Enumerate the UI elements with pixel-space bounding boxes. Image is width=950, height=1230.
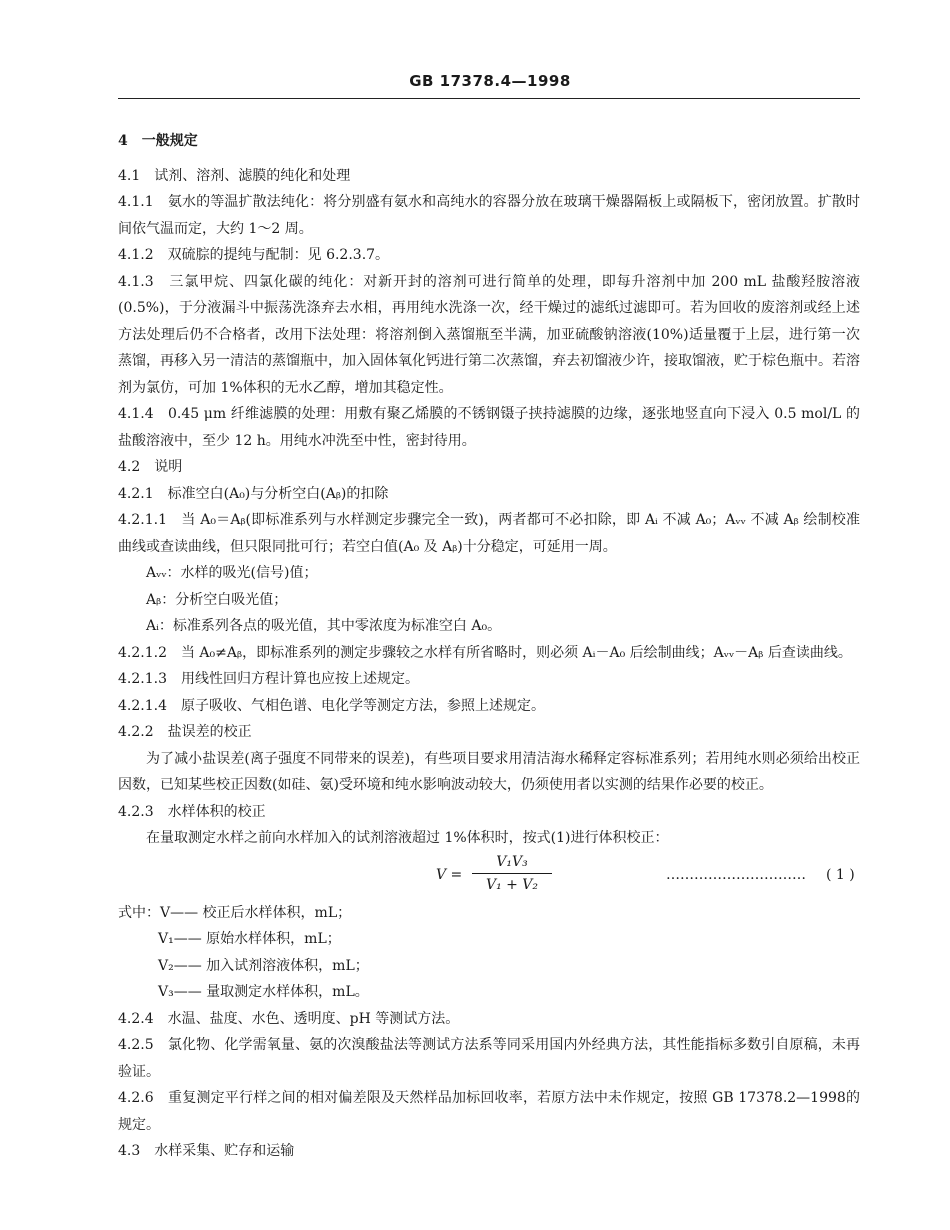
subsection-heading: 4.1 试剂、溶剂、滤膜的纯化和处理 [118, 167, 351, 184]
paragraph: 4.1.2 双硫腙的提纯与配制：见 6.2.3.7。 [118, 247, 390, 263]
paragraph: 4.2.4 水温、盐度、水色、透明度、pH 等测试方法。 [118, 1010, 460, 1027]
formula-number: ( 1 ) [826, 866, 855, 883]
page-header: GB 17378.4—1998 [409, 72, 571, 90]
paragraph: 4.1.1 氨水的等温扩散法纯化：将分别盛有氨水和高纯水的容器分放在玻璃干燥器隔板上或隔板下，密闭放置。扩散时间依气温而定，大约 1～2 周。 [118, 194, 860, 237]
section-heading: 4 一般规定 [118, 133, 198, 149]
variable-definition: V₁—— 原始水样体积，mL； [158, 931, 341, 947]
variable-definition: V₂—— 加入试剂溶液体积，mL； [158, 957, 369, 974]
subsection-heading: 4.2.2 盐误差的校正 [118, 724, 252, 740]
paragraph: 在量取测定水样之前向水样加入的试剂溶液超过 1%体积时，按式(1)进行体积校正： [146, 830, 669, 846]
variable-definition: 式中：V—— 校正后水样体积，mL； [118, 904, 352, 921]
variable-definition: V₃—— 量取测定水样体积，mL。 [158, 984, 369, 1000]
definition-item: Aᵥᵥ：水样的吸光(信号)值； [146, 565, 318, 581]
paragraph: 4.2.5 氯化物、化学需氧量、氨的次溴酸盐法等测试方法系等同采用国内外经典方法，其性能指标多数引自原稿，未再验证。 [118, 1037, 860, 1080]
paragraph: 4.1.4 0.45 μm 纤维滤膜的处理：用敷有聚乙烯膜的不锈钢镊子挟持滤膜的边缘，逐张地竖直向下浸入 0.5 mol/L 的盐酸溶液中，至少 12 h。用纯水冲洗至中性，密封待用。 [118, 406, 860, 449]
document-body [118, 128, 860, 1165]
paragraph: 4.2.6 重复测定平行样之间的相对偏差限及天然样品加标回收率，若原方法中未作规定，按照 GB 17378.2—1998的规定。 [118, 1090, 860, 1133]
definition-item: Aᵢ：标准系列各点的吸光值，其中零浓度为标准空白 A₀。 [146, 618, 502, 634]
paragraph: 4.1.3 三氯甲烷、四氯化碳的纯化：对新开封的溶剂可进行简单的处理，即每升溶剂中加 200 mL 盐酸羟胺溶液(0.5%)，于分液漏斗中振荡洗涤弃去水相，再用纯水洗涤一次，经干燥过的滤纸过滤即可。若为回收的废溶剂或经上述方法处理后仍不合格者，改用下法处理：将溶剂倒入蒸馏瓶至半满，加亚硫酸钠溶液(10%)适量覆于上层，进行第一次蒸馏，再移入另一清洁的蒸馏瓶中，加入固体氧化钙进行第二次蒸馏，弃去初馏液少许，接取馏液，贮于棕色瓶中。若溶剂为氯仿，可加 1%体积的无水乙醇，增加其稳定性。 [118, 273, 860, 396]
paragraph: 为了减小盐误差(离子强度不同带来的误差)，有些项目要求用清洁海水稀释定容标准系列；若用纯水则必须给出校正因数，已知某些校正因数(如硅、氨)受环境和纯水影响波动较大，仍须使用者以实测的结果作必要的校正。 [118, 750, 860, 793]
subsection-heading: 4.2 说明 [118, 459, 183, 475]
paragraph: 4.2.1.2 当 A₀≠Aᵦ，即标准系列的测定步骤较之水样有所省略时，则必须 Aᵢ－A₀ 后绘制曲线；Aᵥᵥ－Aᵦ 后查读曲线。 [118, 644, 852, 661]
paragraph: 4.2.1.4 原子吸收、气相色谱、电化学等测定方法，参照上述规定。 [118, 697, 545, 714]
formula-numerator: V₁V₃ [472, 852, 552, 874]
formula-fraction [472, 852, 552, 895]
subsection-heading: 4.2.1 标准空白(A₀)与分析空白(Aᵦ)的扣除 [118, 485, 389, 502]
header-rule [118, 98, 860, 99]
definition-item: Aᵦ：分析空白吸光值； [146, 591, 288, 608]
subsection-heading: 4.3 水样采集、贮存和运输 [118, 1143, 295, 1159]
paragraph: 4.2.1.3 用线性回归方程计算也应按上述规定。 [118, 671, 419, 687]
paragraph: 4.2.1.1 当 A₀＝Aᵦ(即标准系列与水样测定步骤完全一致)，两者都可不必扣除，即 Aᵢ 不减 A₀；Aᵥᵥ 不减 Aᵦ 绘制校准曲线或查读曲线，但只限同批可行；若空白值(A₀ 及 Aᵦ)十分稳定，可延用一周。 [118, 512, 860, 555]
subsection-heading: 4.2.3 水样体积的校正 [118, 803, 266, 820]
formula-1 [118, 852, 860, 900]
formula-lhs: V = [436, 866, 463, 883]
formula-denominator: V₁ + V₂ [485, 876, 539, 893]
formula-leader-dots: ………………………… [666, 866, 806, 883]
